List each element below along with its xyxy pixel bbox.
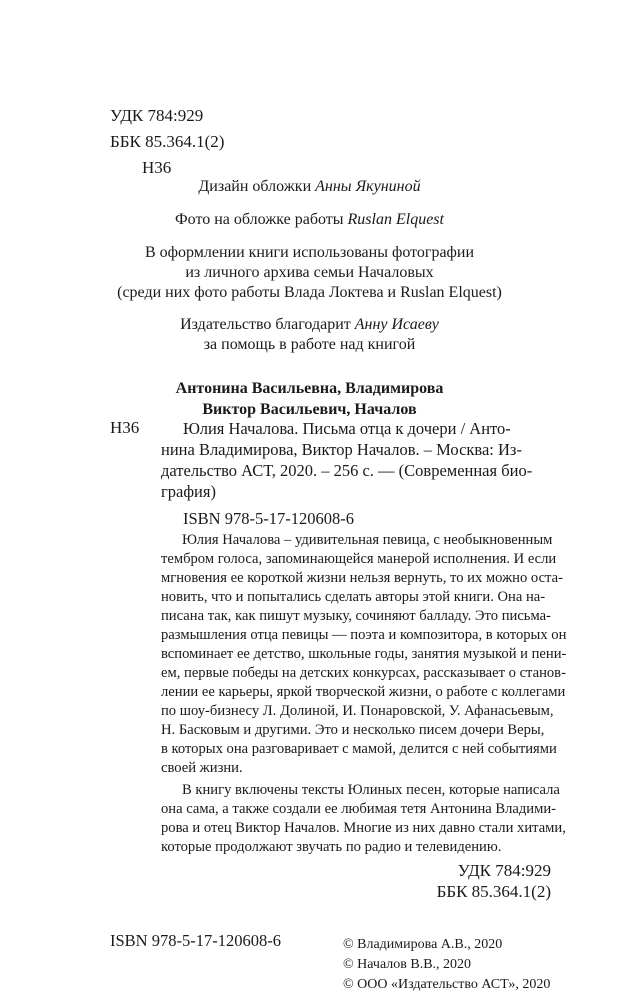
cover-design-prefix: Дизайн обложки [198, 178, 316, 195]
copyright-line: © Владимирова А.В., 2020 [343, 937, 503, 952]
annotation-line: в которых она разговаривает с мамой, делится с ней событиями [161, 741, 557, 757]
biblio-line: графия) [161, 482, 216, 501]
annotation-line: Юлия Началова – удивительная певица, с необыкновенным [182, 532, 553, 548]
annotation-line: писана так, как пишут музыку, сочиняют балладу. Это письма- [161, 608, 551, 624]
thanks-line-2: за помощь в работе над книгой [203, 336, 416, 353]
udk-code-bottom: УДК 784:929 [457, 861, 551, 880]
annotation-line: тембром голоса, запоминающейся манерой исполнения. И если [161, 551, 557, 567]
author-mark-biblio: Н36 [110, 418, 140, 437]
photos-credit-line-1: В оформлении книги использованы фотографии [144, 244, 475, 261]
annotation-line: по шоу-бизнесу Л. Долиной, И. Понаровской, У. Афанасьевым, [161, 703, 554, 719]
udk-code-top: УДК 784:929 [110, 106, 204, 125]
photos-credit-line-2: из личного архива семьи Началовых [185, 264, 434, 281]
copyright-line: © ООО «Издательство АСТ», 2020 [343, 977, 551, 992]
cover-design-credit [0, 178, 619, 196]
annotation-line: своей жизни. [161, 760, 243, 776]
annotation-line: мгновения ее короткой жизни нельзя вернуть, то их можно оста- [161, 570, 563, 586]
isbn-biblio: ISBN 978-5-17-120608-6 [183, 509, 354, 528]
annotation-line: В книгу включены тексты Юлиных песен, которые написала [182, 782, 560, 798]
thanks-prefix: Издательство благодарит [180, 316, 355, 333]
biblio-line: Юлия Началова. Письма отца к дочери / Анто- [183, 419, 511, 438]
annotation-line: новить, что и попытались сделать авторы этой книги. Она на- [161, 589, 546, 605]
photos-credit-line-3: (среди них фото работы Влада Локтева и Ruslan Elquest) [117, 284, 502, 301]
isbn-footer: ISBN 978-5-17-120608-6 [110, 931, 281, 950]
biblio-line: дательство АСТ, 2020. – 256 с. — (Современная био- [161, 461, 533, 480]
annotation-line: вспоминает ее детство, школьные годы, занятия музыкой и пени- [161, 646, 567, 662]
annotation-line: рова и отец Виктор Началов. Многие из них давно стали хитами, [161, 820, 566, 836]
annotation-line: которые продолжают звучать по радио и телевидению. [161, 839, 502, 855]
annotation-line: лении ее карьеры, яркой творческой жизни, о работе с коллегами [161, 684, 566, 700]
author-mark-top: Н36 [142, 158, 172, 177]
author-heading-1: Антонина Васильевна, Владимирова [175, 380, 444, 397]
cover-photo-prefix: Фото на обложке работы [175, 211, 348, 228]
cover-designer-name: Анны Якуниной [315, 178, 421, 195]
biblio-line: нина Владимирова, Виктор Началов. – Москва: Из- [161, 440, 522, 459]
annotation-line: она сама, а также создали ее любимая тетя Антонина Владими- [161, 801, 557, 817]
thanks-name: Анну Исаеву [354, 316, 439, 333]
bbk-code-top: ББК 85.364.1(2) [110, 132, 225, 151]
annotation-line: ем, первые победы на детских конкурсах, рассказывает о станов- [161, 665, 566, 681]
cover-photo-credit [0, 211, 619, 229]
author-heading-2: Виктор Васильевич, Началов [202, 401, 417, 418]
copyright-line: © Началов В.В., 2020 [343, 957, 472, 972]
bbk-code-bottom: ББК 85.364.1(2) [436, 882, 551, 901]
annotation-line: Н. Басковым и другими. Это и несколько писем дочери Веры, [161, 722, 545, 738]
cover-photographer-name: Ruslan Elquest [347, 211, 444, 228]
annotation-line: размышления отца певицы — поэта и композитора, в которых он [161, 627, 567, 643]
thanks-line-1 [0, 316, 619, 334]
